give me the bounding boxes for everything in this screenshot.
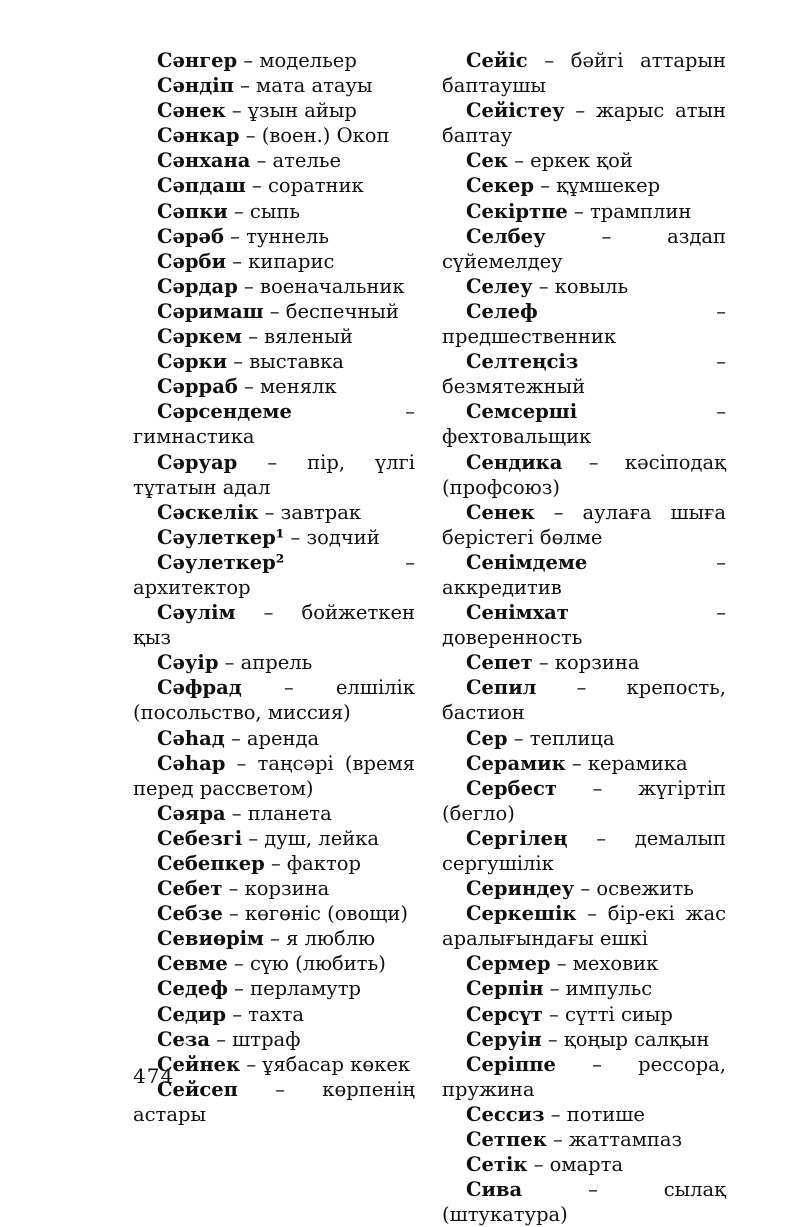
- dictionary-entry: [133, 751, 415, 801]
- entry-definition: – құмшекер: [534, 174, 661, 198]
- entry-headword: Секер: [466, 174, 535, 198]
- entry-definition: – гимнастика: [133, 400, 415, 449]
- entry-definition: – вяленый: [242, 325, 353, 349]
- entry-headword: Сәруар: [157, 450, 238, 474]
- entry-headword: Селтеңсіз: [466, 350, 579, 374]
- right-column: [442, 48, 726, 1227]
- entry-headword: Сәпки: [157, 199, 228, 223]
- entry-definition: – военачальник: [237, 274, 405, 298]
- dictionary-entry: [133, 173, 415, 198]
- entry-definition: – корзина: [222, 877, 330, 901]
- dictionary-entry: [442, 48, 726, 98]
- entry-definition: – ковыль: [532, 274, 629, 298]
- dictionary-entry: [133, 1077, 415, 1127]
- dictionary-entry: [133, 48, 415, 73]
- entry-definition: – мата атауы: [233, 74, 373, 98]
- entry-headword: Сәндіп: [157, 74, 234, 98]
- entry-definition: – бәйгі аттарын баптаушы: [442, 49, 726, 98]
- dictionary-entry: [133, 1027, 415, 1052]
- dictionary-entry: [442, 1002, 726, 1027]
- entry-definition: – керамика: [565, 751, 688, 775]
- dictionary-entry: [133, 98, 415, 123]
- entry-definition: – завтрак: [258, 500, 362, 524]
- dictionary-entry: [442, 1102, 726, 1127]
- entry-definition: – бойжеткен қыз: [133, 601, 415, 650]
- dictionary-entry: [442, 274, 726, 299]
- entry-headword: Сәһад: [157, 726, 225, 750]
- entry-definition: – (воен.) Окоп: [239, 124, 390, 148]
- entry-headword: Севме: [157, 952, 228, 976]
- entry-definition: – штраф: [210, 1027, 301, 1051]
- entry-headword: Серіппе: [466, 1052, 556, 1076]
- entry-definition: – сыпь: [227, 199, 300, 223]
- dictionary-entry: [442, 349, 726, 399]
- dictionary-entry: [442, 550, 726, 600]
- dictionary-entry: [442, 901, 726, 951]
- entry-headword: Сеза: [157, 1027, 211, 1051]
- dictionary-entry: [442, 450, 726, 500]
- entry-headword: Себзе: [157, 902, 223, 926]
- entry-headword: Сәримаш: [157, 299, 264, 323]
- entry-definition: – безмятежный: [442, 350, 726, 399]
- entry-definition: – беспечный: [263, 299, 399, 323]
- entry-headword: Сенек: [466, 500, 535, 524]
- entry-headword: Сейсеп: [157, 1077, 238, 1101]
- entry-headword: Сенімхат: [466, 601, 569, 625]
- entry-headword: Сәпдаш: [157, 174, 246, 198]
- entry-headword: Сәяра: [157, 801, 226, 825]
- entry-definition: – зодчий: [284, 525, 380, 549]
- dictionary-entry: [442, 1127, 726, 1152]
- dictionary-entry: [133, 349, 415, 374]
- entry-headword: Сәулеткер²: [157, 550, 285, 574]
- dictionary-entry: [133, 600, 415, 650]
- entry-headword: Севиөрім: [157, 927, 264, 951]
- entry-headword: Семсерші: [466, 400, 578, 424]
- entry-definition: – бір-екі жас аралығындағы ешкі: [442, 902, 726, 951]
- dictionary-entry: [442, 173, 726, 198]
- entry-headword: Сенімдеме: [466, 550, 588, 574]
- dictionary-entry: [442, 600, 726, 650]
- dictionary-entry: [133, 249, 415, 274]
- page-number: 474: [133, 1064, 175, 1088]
- entry-headword: Сәуір: [157, 651, 219, 675]
- entry-definition: – меховик: [550, 952, 659, 976]
- entry-definition: – планета: [225, 801, 332, 825]
- dictionary-entry: [133, 374, 415, 399]
- entry-headword: Серсүт: [466, 1002, 543, 1026]
- entry-definition: – фактор: [264, 852, 361, 875]
- dictionary-entry: [133, 851, 415, 876]
- dictionary-entry: [133, 550, 415, 600]
- entry-headword: Селеу: [466, 274, 533, 298]
- dictionary-entry: [442, 299, 726, 349]
- entry-definition: – корзина: [532, 651, 640, 675]
- entry-headword: Себезгі: [157, 826, 243, 850]
- entry-definition: – я люблю: [263, 927, 376, 951]
- dictionary-entry: [442, 199, 726, 224]
- entry-headword: Сәрәб: [157, 224, 224, 248]
- dictionary-entry: [442, 650, 726, 675]
- dictionary-entry: [133, 826, 415, 851]
- dictionary-entry: [442, 1177, 726, 1227]
- dictionary-entry: [133, 726, 415, 751]
- dictionary-entry: [442, 876, 726, 901]
- entry-definition: – трамплин: [567, 199, 692, 223]
- entry-headword: Седеф: [157, 977, 228, 1001]
- entry-definition: – потише: [544, 1102, 645, 1126]
- entry-definition: – жарыс атын баптау: [442, 99, 726, 148]
- dictionary-entry: [442, 951, 726, 976]
- dictionary-entry: [442, 224, 726, 274]
- entry-headword: Сәфрад: [157, 676, 242, 700]
- entry-definition: – теплица: [507, 726, 615, 750]
- entry-definition: – душ, лейка: [242, 826, 380, 850]
- entry-headword: Сепет: [466, 651, 533, 675]
- dictionary-entry: [442, 1052, 726, 1102]
- entry-headword: Сәһар: [157, 751, 226, 775]
- entry-headword: Сермер: [466, 952, 551, 976]
- entry-definition: – модельер: [237, 49, 357, 72]
- dictionary-entry: [133, 926, 415, 951]
- entry-definition: – көгөніс (овощи): [222, 902, 408, 926]
- entry-headword: Сәркем: [157, 325, 242, 349]
- entry-headword: Секіртпе: [466, 199, 568, 223]
- dictionary-entry: [133, 876, 415, 901]
- entry-definition: – аренда: [224, 726, 320, 750]
- entry-definition: – жүгіртіп (бегло): [442, 776, 726, 825]
- entry-headword: Сәнгер: [157, 49, 238, 72]
- dictionary-entry: [133, 951, 415, 976]
- entry-definition: – елшілік (посольство, миссия): [133, 676, 415, 725]
- entry-definition: – соратник: [245, 174, 364, 198]
- dictionary-entry: [442, 751, 726, 776]
- entry-headword: Сәскелік: [157, 500, 259, 524]
- entry-headword: Серпін: [466, 977, 544, 1001]
- dictionary-entry: [442, 500, 726, 550]
- entry-definition: – сүтті сиыр: [542, 1002, 673, 1026]
- entry-headword: Сәрдар: [157, 274, 238, 298]
- entry-definition: – аккредитив: [442, 550, 726, 599]
- entry-headword: Селбеу: [466, 224, 546, 248]
- entry-definition: – кәсіподақ (профсоюз): [442, 450, 726, 499]
- entry-definition: – ұябасар көкек: [240, 1052, 411, 1076]
- entry-headword: Сәнхана: [157, 149, 251, 173]
- dictionary-entry: [442, 1027, 726, 1052]
- entry-definition: – крепость, бастион: [442, 676, 726, 725]
- entry-definition: – сылақ (штукатура): [442, 1178, 726, 1227]
- entry-headword: Сәнек: [157, 99, 226, 123]
- entry-headword: Сетпек: [466, 1128, 547, 1152]
- entry-headword: Сербест: [466, 776, 557, 800]
- entry-headword: Сек: [466, 149, 509, 173]
- entry-headword: Сәрраб: [157, 375, 238, 399]
- entry-definition: – предшественник: [442, 299, 726, 349]
- dictionary-entry: [133, 274, 415, 299]
- entry-definition: – ателье: [250, 149, 342, 173]
- entry-headword: Селеф: [466, 299, 538, 323]
- dictionary-entry: [133, 224, 415, 249]
- entry-headword: Сериндеу: [466, 877, 575, 901]
- dictionary-entry: [442, 776, 726, 826]
- entry-headword: Сетік: [466, 1153, 528, 1177]
- dictionary-entry: [133, 976, 415, 1001]
- dictionary-entry: [133, 450, 415, 500]
- entry-headword: Сейнек: [157, 1052, 241, 1076]
- entry-definition: – таңсәрі (время перед рассветом): [133, 751, 415, 800]
- entry-headword: Серкешік: [466, 902, 577, 926]
- entry-headword: Сәрсендеме: [157, 400, 292, 424]
- dictionary-entry: [133, 500, 415, 525]
- dictionary-entry: [133, 148, 415, 173]
- dictionary-entry: [442, 976, 726, 1001]
- dictionary-entry: [133, 901, 415, 926]
- dictionary-entry: [133, 399, 415, 449]
- entry-headword: Сәрки: [157, 350, 228, 374]
- entry-definition: – менялк: [237, 375, 337, 399]
- entry-definition: – фехтовальщик: [442, 400, 726, 449]
- entry-definition: – тахта: [226, 1002, 305, 1026]
- entry-definition: – демалып сергушілік: [442, 826, 726, 875]
- entry-definition: – освежить: [574, 877, 694, 901]
- dictionary-entry: [133, 525, 415, 550]
- entry-headword: Сендика: [466, 450, 563, 474]
- entry-definition: – кипарис: [226, 249, 335, 273]
- entry-headword: Сейістеу: [466, 99, 565, 123]
- entry-headword: Серамик: [466, 751, 566, 775]
- dictionary-entry: [133, 675, 415, 725]
- entry-headword: Сәулім: [157, 601, 236, 625]
- entry-definition: – қоңыр салқын: [541, 1027, 710, 1051]
- entry-headword: Сәнкар: [157, 124, 240, 148]
- entry-headword: Сива: [466, 1178, 523, 1202]
- entry-definition: – пір, үлгі тұтатын адал: [133, 450, 415, 499]
- dictionary-entry: [133, 324, 415, 349]
- entry-headword: Сергілең: [466, 826, 568, 850]
- dictionary-entry: [133, 1052, 415, 1077]
- dictionary-entry: [442, 1152, 726, 1177]
- entry-headword: Сәрби: [157, 249, 227, 273]
- dictionary-entry: [442, 399, 726, 449]
- entry-definition: – рессора, пружина: [442, 1052, 726, 1101]
- entry-definition: – доверенность: [442, 601, 726, 650]
- entry-definition: – аулаға шыға берістегі бөлме: [442, 500, 726, 549]
- dictionary-entry: [133, 73, 415, 98]
- entry-definition: – сүю (любить): [227, 952, 386, 976]
- entry-headword: Себет: [157, 877, 223, 901]
- entry-definition: – аздап сүйемелдеу: [442, 224, 726, 273]
- entry-definition: – көрпенің астары: [133, 1077, 415, 1126]
- entry-headword: Сессиз: [466, 1102, 545, 1126]
- entry-definition: – архитектор: [133, 550, 415, 599]
- dictionary-entry: [133, 650, 415, 675]
- entry-definition: – омарта: [527, 1153, 624, 1177]
- entry-definition: – выставка: [227, 350, 344, 374]
- dictionary-entry: [442, 726, 726, 751]
- dictionary-entry: [442, 675, 726, 725]
- dictionary-entry: [442, 826, 726, 876]
- entry-definition: – импульс: [543, 977, 653, 1001]
- left-column: [133, 48, 415, 1127]
- entry-definition: – еркек қой: [508, 149, 633, 173]
- entry-headword: Седир: [157, 1002, 227, 1026]
- entry-headword: Сер: [466, 726, 508, 750]
- dictionary-entry: [133, 1002, 415, 1027]
- entry-headword: Себепкер: [157, 852, 265, 875]
- entry-headword: Сейіс: [466, 49, 528, 72]
- entry-definition: – туннель: [223, 224, 329, 248]
- dictionary-entry: [442, 148, 726, 173]
- dictionary-entry: [442, 98, 726, 148]
- dictionary-entry: [133, 123, 415, 148]
- entry-definition: – ұзын айыр: [225, 99, 357, 123]
- dictionary-entry: [133, 199, 415, 224]
- dictionary-entry: [133, 801, 415, 826]
- entry-headword: Серуін: [466, 1027, 542, 1051]
- entry-definition: – апрель: [218, 651, 313, 675]
- entry-definition: – перламутр: [227, 977, 362, 1001]
- entry-headword: Сепил: [466, 676, 537, 700]
- entry-headword: Сәулеткер¹: [157, 525, 285, 549]
- entry-definition: – жаттампаз: [546, 1128, 683, 1152]
- dictionary-entry: [133, 299, 415, 324]
